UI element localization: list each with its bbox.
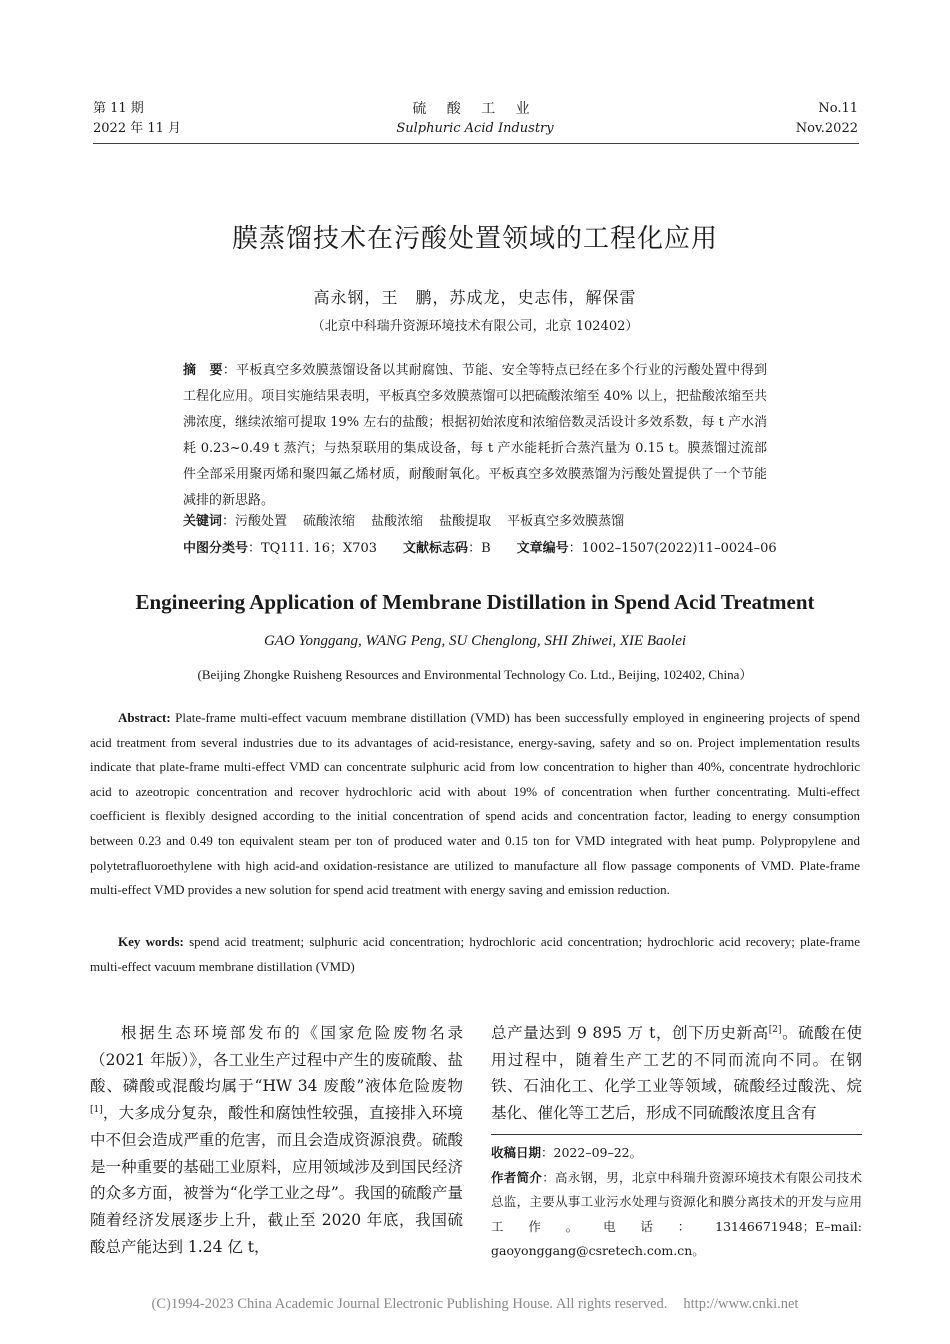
journal-name-en: Sulphuric Acid Industry (396, 121, 554, 136)
keywords-cn: 关键词：污酸处置 硫酸浓缩 盐酸浓缩 盐酸提取 平板真空多效膜蒸馏 (183, 514, 625, 529)
cnki-link[interactable]: http://www.cnki.net (683, 1296, 799, 1312)
copyright-footer (0, 1296, 950, 1313)
header-right (796, 99, 858, 139)
body-right-column (491, 1020, 862, 1127)
received-date: 收稿日期：2022–09–22。 (491, 1145, 643, 1160)
authors-en: GAO Yonggang, WANG Peng, SU Chenglong, SHI Zhiwei, XIE Baolei (263, 633, 687, 649)
abstract-cn-label: 摘 要 (183, 363, 223, 378)
abstract-en (90, 706, 860, 903)
keywords-en-label: Key words: (118, 934, 184, 949)
keywords-cn-label: 关键词 (183, 514, 223, 529)
abstract-cn (183, 358, 767, 514)
classification-row (183, 539, 803, 559)
keywords-en-text: spend acid treatment; sulphuric acid concentration; hydrochloric acid concentration; hydrochloric acid recovery; plate-frame multi-effect vacuum membrane distillation (VMD) (90, 934, 860, 974)
keyword: 污酸处置 (235, 514, 288, 529)
abstract-en-text: Plate-frame multi-effect vacuum membrane distillation (VMD) has been successfully employed in engineering projects of spend acid treatment from several industries due to its advantages of acid-resistance, energy-saving, safety and so on. Project implementation results indicate that plate-frame multi-effect VMD can concentrate sulphuric acid from low concentration to higher than 40%, concentrate hydrochloric acid to azeotropic concentration and recover hydrochloric acid with about 19% of concentration when further concentrating. Multi-effect coefficient is flexibly designed according to the initial concentration of spend acids and concentration factor, leading to energy consumption between 0.23 and 0.49 ton equivalent steam per ton of produced water and 0.15 ton for VMD integrated with heat pump. Polypropylene and polytetrafluoroethylene with high acid-and oxidation-resistance are utilized to manufacture all flow passage components of VMD. Plate-frame multi-effect VMD provides a new solution for spend acid treatment with energy saving and emission reduction. (90, 710, 860, 898)
doc-code-label: 文献标志码 (403, 541, 469, 556)
keyword: 盐酸浓缩 (371, 514, 424, 529)
footnote (491, 1141, 862, 1264)
affiliation-en: (Beijing Zhongke Ruisheng Resources and Environmental Technology Co. Ltd., Beijing, 102402, China） (197, 667, 753, 682)
body-left-column (90, 1020, 463, 1260)
abstract-cn-text: ：平板真空多效膜蒸馏设备以其耐腐蚀、节能、安全等特点已经在多个行业的污酸处置中得到工程化应用。项目实施结果表明，平板真空多效膜蒸馏可以把硫酸浓缩至 40% 以上，把盐酸浓缩至共沸浓度，继续浓缩可提取 19% 左右的盐酸；根据初始浓度和浓缩倍数灵活设计多效系数，每 t 产水消耗 0.23~0.49 t 蒸汽；与热泵联用的集成设备，每 t 产水能耗折合蒸汽量为 0.15 t。膜蒸馏过流部件全部采用聚丙烯和聚四氟乙烯材质，耐酸耐氧化。平板真空多效膜蒸馏为污酸处置提供了一个节能减排的新思路。 (183, 363, 767, 508)
issue-cn: 第 11 期 (93, 101, 144, 116)
footnote-rule (491, 1134, 862, 1135)
clc-label: 中图分类号 (183, 541, 249, 556)
authors-cn: 高永钢，王 鹏，苏成龙，史志伟，解保雷 (313, 288, 637, 307)
date-en: Nov.2022 (795, 121, 858, 136)
author-bio: 作者简介：高永钢，男，北京中科瑞升资源环境技术有限公司技术总监，主要从事工业污水处理与资源化和膜分离技术的开发与应用工作。电话：13146671948；E–mail: gaoyonggang@csretech.com.cn。 (491, 1169, 862, 1259)
body-paragraph: 根据生态环境部发布的《国家危险废物名录（2021 年版）》，各工业生产过程中产生的废硫酸、盐酸、磷酸或混酸均属于“HW 34 废酸”液体危险废物[1]，大多成分复杂，酸性和腐蚀性较强，直接排入环境中不但会造成严重的危害，而且会造成资源浪费。硫酸是一种重要的基础工业原料，应用领域涉及到国民经济的众多方面，被誉为“化学工业之母”。我国的硫酸产量随着经济发展逐步上升，截止至 2020 年底，我国硫酸总产能达到 1.24 亿 t， (90, 1024, 463, 1256)
doc-code-value: ：B (468, 541, 491, 556)
keyword: 平板真空多效膜蒸馏 (507, 514, 625, 529)
title-cn: 膜蒸馏技术在污酸处置领域的工程化应用 (231, 224, 718, 254)
keyword: 盐酸提取 (439, 514, 492, 529)
copyright-text: (C)1994-2023 China Academic Journal Electronic Publishing House. All rights reserved. (151, 1296, 668, 1312)
keyword: 硫酸浓缩 (303, 514, 356, 529)
header-rule (93, 143, 859, 144)
journal-name-cn: 硫 酸 工 业 (412, 101, 538, 117)
body-paragraph: 总产量达到 9 895 万 t，创下历史新高[2]。硫酸在使用过程中，随着生产工艺的不同而流向不同。在钢铁、石油化工、化学工业等领域，硫酸经过酸洗、烷基化、催化等工艺后，形成不同硫酸浓度且含有 (491, 1024, 862, 1123)
title-en: Engineering Application of Membrane Distillation in Spend Acid Treatment (135, 590, 815, 614)
abstract-en-label: Abstract: (118, 710, 171, 725)
keywords-en (90, 930, 860, 979)
issue-en: No.11 (818, 101, 858, 116)
reference-1[interactable]: [1] (90, 1104, 103, 1115)
affiliation-cn: （北京中科瑞升资源环境技术有限公司，北京 102402） (311, 319, 639, 334)
reference-2[interactable]: [2] (768, 1024, 782, 1035)
clc-value: ：TQ111. 16；X703 (248, 541, 378, 556)
date-cn: 2022 年 11 月 (93, 121, 182, 136)
article-no-label: 文章编号 (516, 541, 569, 556)
article-no-value: ：1002–1507(2022)11–0024–06 (568, 541, 777, 556)
